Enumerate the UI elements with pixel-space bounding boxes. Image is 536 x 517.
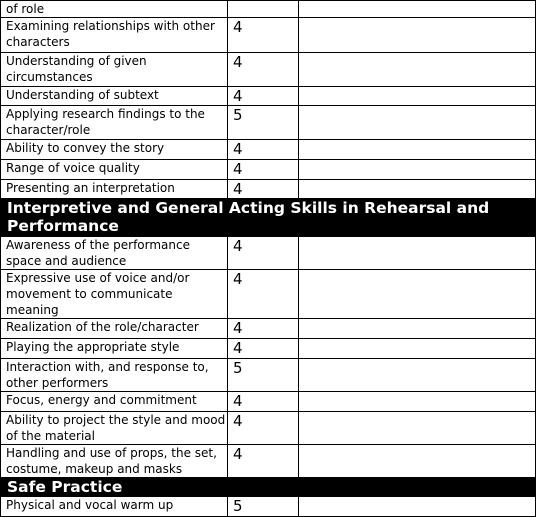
criterion-cell: Range of voice quality	[1, 160, 228, 180]
comment-cell	[299, 237, 536, 270]
section-title: Safe Practice	[1, 478, 536, 497]
section-header-interpretive	[1, 199, 536, 237]
comment-cell	[299, 87, 536, 106]
table-row	[1, 270, 536, 319]
criterion-cell: Expressive use of voice and/or movement to communicate meaning	[1, 270, 228, 319]
table-row	[1, 1, 536, 18]
score-cell: 4	[228, 392, 299, 412]
comment-cell	[299, 160, 536, 180]
comment-cell	[299, 140, 536, 160]
score-cell: 4	[228, 339, 299, 359]
comment-cell	[299, 319, 536, 339]
table-row	[1, 339, 536, 359]
score-cell: 4	[228, 18, 299, 53]
score-cell	[228, 1, 299, 18]
score-cell: 5	[228, 359, 299, 392]
comment-cell	[299, 392, 536, 412]
comment-cell	[299, 339, 536, 359]
score-cell: 4	[228, 270, 299, 319]
comment-cell	[299, 180, 536, 199]
criterion-cell: Playing the appropriate style	[1, 339, 228, 359]
criterion-cell: Understanding of given circumstances	[1, 53, 228, 87]
section-header-safe-practice	[1, 478, 536, 497]
table-row	[1, 18, 536, 53]
criterion-cell: Applying research findings to the character/role	[1, 106, 228, 140]
table-row	[1, 392, 536, 412]
criterion-cell: Understanding of subtext	[1, 87, 228, 106]
score-cell: 4	[228, 53, 299, 87]
score-cell: 4	[228, 319, 299, 339]
comment-cell	[299, 106, 536, 140]
criterion-cell: Interaction with, and response to, other performers	[1, 359, 228, 392]
comment-cell	[299, 412, 536, 445]
score-cell: 4	[228, 412, 299, 445]
table-row	[1, 237, 536, 270]
table-row	[1, 180, 536, 199]
score-cell: 4	[228, 237, 299, 270]
table-row	[1, 412, 536, 445]
section-title: Interpretive and General Acting Skills in Rehearsal and Performance	[1, 199, 536, 237]
table-row	[1, 53, 536, 87]
comment-cell	[299, 359, 536, 392]
comment-cell	[299, 270, 536, 319]
table-row	[1, 445, 536, 478]
comment-cell	[299, 445, 536, 478]
criterion-cell: Focus, energy and commitment	[1, 392, 228, 412]
criterion-cell: Physical and vocal warm up	[1, 497, 228, 517]
criterion-cell: Awareness of the performance space and audience	[1, 237, 228, 270]
criterion-cell: of role	[1, 1, 228, 18]
comment-cell	[299, 1, 536, 18]
comment-cell	[299, 53, 536, 87]
score-cell: 4	[228, 180, 299, 199]
criterion-cell: Ability to project the style and mood of the material	[1, 412, 228, 445]
criterion-cell: Realization of the role/character	[1, 319, 228, 339]
comment-cell	[299, 18, 536, 53]
score-cell: 4	[228, 87, 299, 106]
table-row	[1, 359, 536, 392]
table-row	[1, 319, 536, 339]
table-row	[1, 497, 536, 517]
table-row	[1, 87, 536, 106]
criterion-cell: Ability to convey the story	[1, 140, 228, 160]
criterion-cell: Handling and use of props, the set, costume, makeup and masks	[1, 445, 228, 478]
table-row	[1, 160, 536, 180]
criterion-cell: Examining relationships with other characters	[1, 18, 228, 53]
score-cell: 5	[228, 106, 299, 140]
score-cell: 4	[228, 445, 299, 478]
score-cell: 4	[228, 140, 299, 160]
comment-cell	[299, 497, 536, 517]
score-cell: 5	[228, 497, 299, 517]
table-row	[1, 106, 536, 140]
table-row	[1, 140, 536, 160]
score-cell: 4	[228, 160, 299, 180]
criterion-cell: Presenting an interpretation	[1, 180, 228, 199]
